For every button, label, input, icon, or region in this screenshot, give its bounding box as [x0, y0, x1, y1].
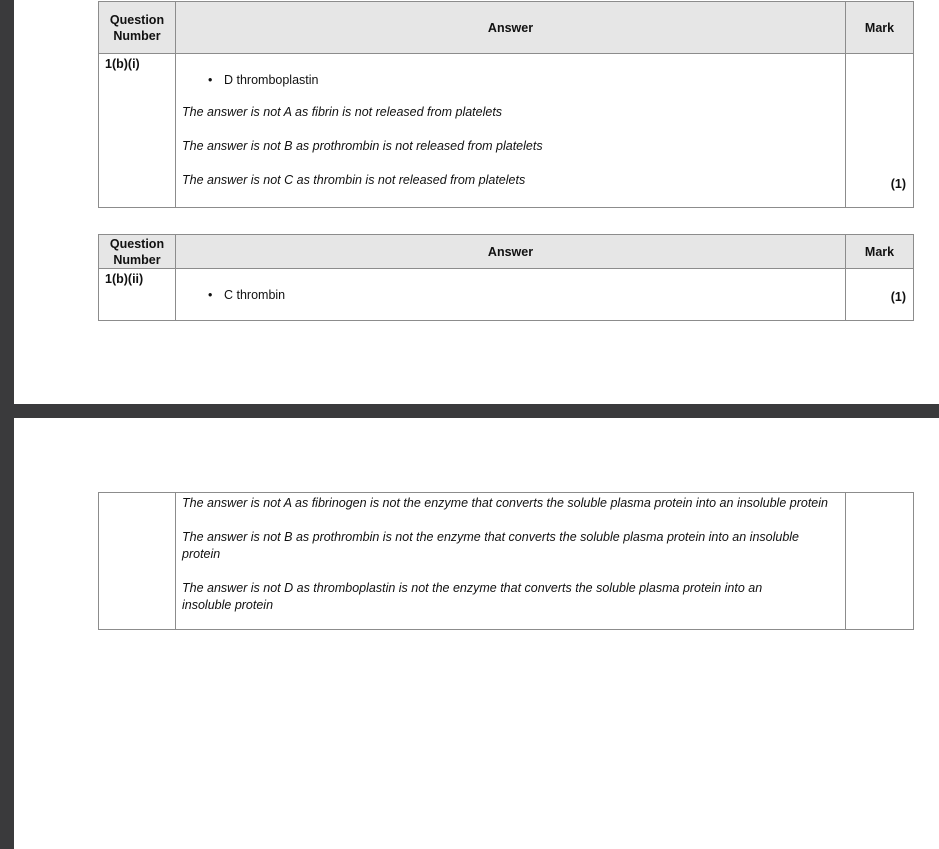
- answer-cell: [176, 493, 846, 630]
- note-b: The answer is not B as prothrombin is not released from platelets: [182, 139, 543, 153]
- note-a: The answer is not A as fibrin is not released from platelets: [182, 105, 503, 119]
- answer-text: D thromboplastin: [224, 73, 319, 87]
- header-question-number: Question Number: [99, 235, 176, 269]
- note-c: The answer is not C as thrombin is not released from platelets: [182, 173, 526, 187]
- bullet-dot: •: [208, 73, 213, 87]
- page-1: [14, 0, 939, 404]
- note-b: The answer is not B as prothrombin is not the enzyme that converts the soluble plasma protein into an insoluble protein: [182, 530, 800, 561]
- question-number: 1(b)(i): [99, 54, 176, 208]
- answer-bullet: [182, 288, 839, 302]
- mark-value: (1): [846, 54, 914, 208]
- mark-scheme-table-1b-ii-continued: [98, 492, 914, 630]
- mark-scheme-table-1b-i: [98, 1, 914, 208]
- answer-cell: [176, 269, 846, 321]
- note-d: The answer is not D as thromboplastin is not the enzyme that converts the soluble plasma protein into an insoluble protein: [182, 581, 763, 612]
- header-mark: Mark: [846, 2, 914, 54]
- header-question-number: Question Number: [99, 2, 176, 54]
- mark-value: (1): [846, 269, 914, 321]
- header-answer: Answer: [176, 235, 846, 269]
- answer-text: C thrombin: [224, 288, 286, 302]
- question-number: 1(b)(ii): [99, 269, 176, 321]
- bullet-dot: •: [208, 288, 213, 302]
- header-mark: Mark: [846, 235, 914, 269]
- header-answer: Answer: [176, 2, 846, 54]
- note-a: The answer is not A as fibrinogen is not the enzyme that converts the soluble plasma protein into an insoluble protein: [182, 496, 828, 510]
- answer-bullet: [182, 73, 839, 87]
- question-number-empty: [99, 493, 176, 630]
- page-2: [14, 418, 939, 849]
- mark-scheme-table-1b-ii: [98, 234, 914, 321]
- mark-empty: [846, 493, 914, 630]
- answer-cell: [176, 54, 846, 208]
